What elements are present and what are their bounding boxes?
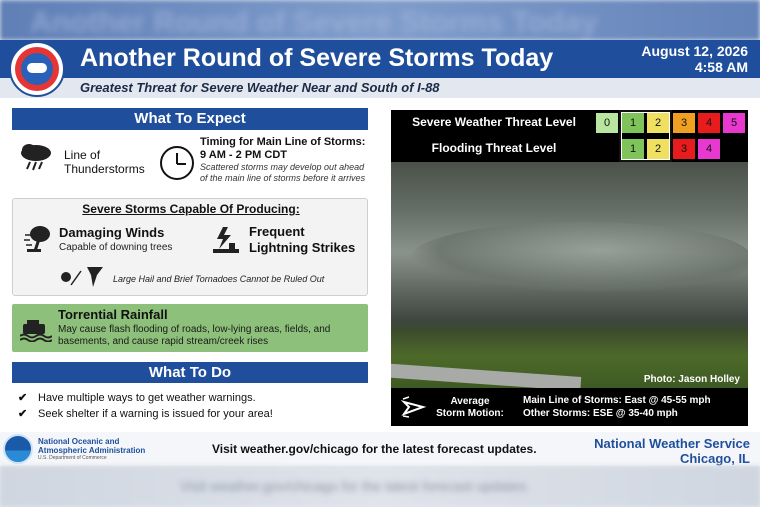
noaa-department: U.S. Department of Commerce [38, 455, 107, 461]
flooded-car-icon [20, 318, 52, 342]
todo-item-text: Seek shelter if a warning is issued for your area! [38, 408, 273, 420]
todo-item [18, 391, 256, 404]
checkmark-icon: ✔ [18, 392, 28, 404]
lightning-title-line-1: Frequent [249, 224, 305, 239]
checkmark-icon: ✔ [18, 408, 28, 420]
storm-label-line-1: Line of [64, 148, 101, 162]
storm-type-label [64, 148, 145, 176]
rainfall-sub: May cause flash flooding of roads, low-lying areas, fields, and basements, and cause rapid stream/creek rises [58, 324, 331, 347]
flood-level-4: 4 [698, 139, 720, 159]
blurred-background-top [0, 0, 760, 40]
flood-threat-label: Flooding Threat Level [431, 141, 557, 155]
threat-level-panel [391, 110, 748, 162]
blurred-background-bottom [0, 466, 760, 507]
storm-motion-arrow-icon [401, 396, 427, 418]
office-name-line-1: National Weather Service [594, 436, 750, 451]
severe-level-2: 2 [647, 113, 669, 133]
severe-hazards-title: Severe Storms Capable Of Producing: [82, 202, 300, 216]
storm-motion-label-line-2: Storm Motion: [436, 408, 504, 419]
office-name-line-2: Chicago, IL [679, 451, 750, 466]
timing-title: Timing for Main Line of Storms: [200, 136, 366, 148]
severe-level-0: 0 [596, 113, 618, 133]
weather-briefing-graphic [0, 40, 760, 466]
severe-level-5: 5 [723, 113, 745, 133]
severe-level-3: 3 [673, 113, 695, 133]
road [391, 363, 581, 388]
header-bar [0, 40, 760, 78]
storm-motion-label [433, 396, 507, 420]
what-to-do-heading: What To Do [12, 362, 368, 383]
flood-level-3: 3 [673, 139, 695, 159]
timing-block [200, 136, 370, 162]
severe-level-4: 4 [698, 113, 720, 133]
shelf-cloud [411, 222, 748, 292]
severe-threat-row [391, 110, 748, 136]
nws-logo-icon [9, 41, 65, 97]
hail-tornado-icon [59, 265, 105, 289]
storm-label-line-2: Thunderstorms [64, 162, 145, 176]
nws-logo-cloud-icon [27, 63, 47, 73]
subheader-bar [0, 78, 760, 98]
photo-credit: Photo: Jason Holley [643, 374, 740, 385]
noaa-logo-icon [3, 434, 33, 464]
footer [0, 432, 760, 466]
noaa-name [38, 437, 145, 455]
flood-threat-row [391, 136, 748, 162]
storm-photo [391, 162, 748, 388]
todo-item-text: Have multiple ways to get weather warnings. [38, 392, 256, 404]
timing-note: Scattered storms may develop out ahead of the main line of storms before it arrives [200, 162, 366, 183]
main-line-motion: Main Line of Storms: East @ 45-55 mph [523, 395, 711, 406]
other-storms-motion: Other Storms: ESE @ 35-40 mph [523, 408, 678, 419]
what-to-expect-heading: What To Expect [12, 108, 368, 130]
page-title: Another Round of Severe Storms Today [80, 44, 554, 72]
winds-sub: Capable of downing trees [59, 242, 173, 253]
clock-icon [160, 146, 194, 180]
storm-motion-bar [391, 388, 748, 426]
severe-threat-label: Severe Weather Threat Level [412, 115, 576, 129]
blurred-title-ghost: Another Round of Severe Storms Today [30, 6, 598, 39]
issue-time: 4:58 AM [694, 59, 748, 75]
rainfall-box [12, 304, 368, 352]
issue-date: August 12, 2026 [641, 43, 748, 59]
lightning-title [249, 224, 355, 256]
lightning-icon [211, 225, 241, 255]
visit-link-text: Visit weather.gov/chicago for the latest forecast updates. [212, 442, 537, 456]
damaged-tree-icon [23, 225, 53, 253]
page-subtitle: Greatest Threat for Severe Weather Near and South of I-88 [80, 80, 440, 95]
hail-tornado-note: Large Hail and Brief Tornadoes Cannot be Ruled Out [113, 274, 325, 284]
storm-motion-label-line-1: Average [450, 396, 490, 407]
lightning-title-line-2: Lightning Strikes [249, 240, 356, 255]
expect-row [12, 136, 368, 196]
office-name [594, 436, 750, 466]
noaa-name-line-2: Atmospheric Administration [38, 446, 146, 455]
flood-level-1: 1 [622, 139, 644, 159]
severe-hazards-box [12, 198, 368, 296]
blurred-footer-ghost: Visit weather.gov/chicago for the latest forecast updates. [180, 478, 530, 494]
flood-level-2: 2 [647, 139, 669, 159]
thunderstorm-icon [18, 142, 54, 174]
rainfall-title: Torrential Rainfall [58, 307, 168, 322]
severe-level-1: 1 [622, 113, 644, 133]
winds-title: Damaging Winds [59, 225, 165, 240]
noaa-name-line-1: National Oceanic and [38, 437, 120, 446]
issue-datetime [641, 43, 748, 75]
todo-item [18, 407, 273, 420]
timing-value: 9 AM - 2 PM CDT [200, 149, 287, 161]
